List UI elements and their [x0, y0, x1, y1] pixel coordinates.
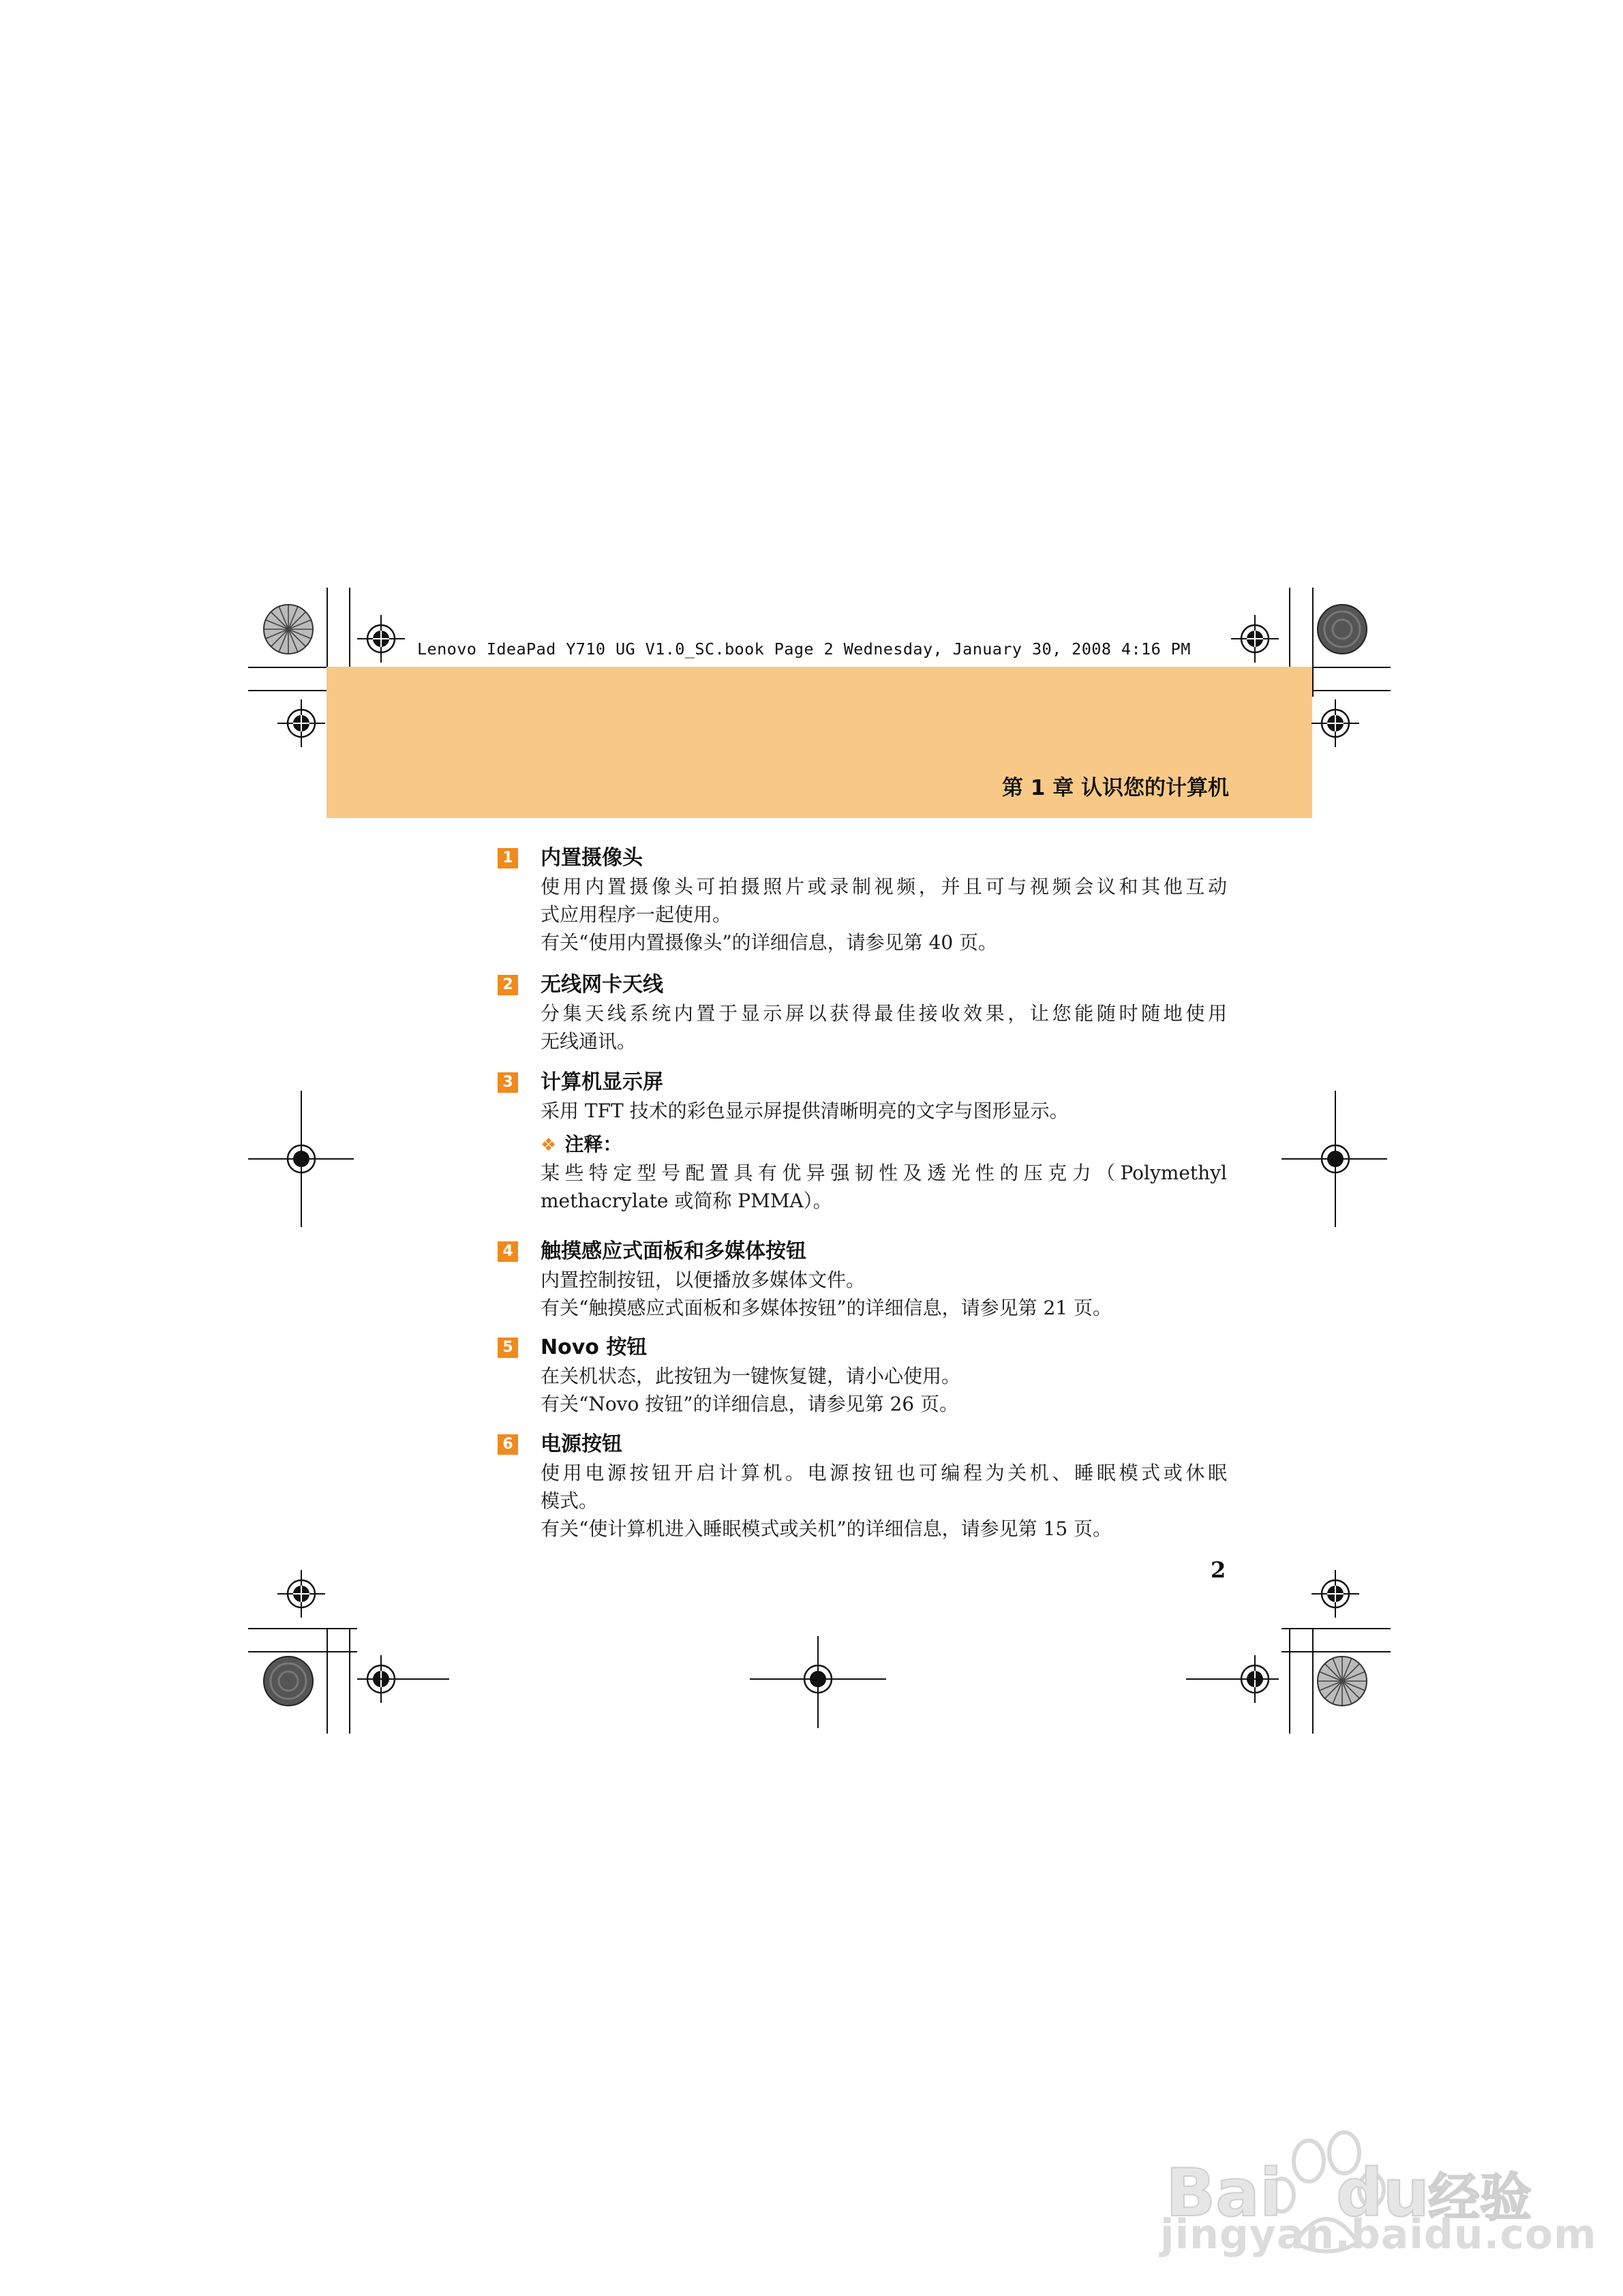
feature-item [498, 1237, 1227, 1322]
note-text-line: 某些特定型号配置具有优异强韧性及透光性的压克力（Polymethyl [541, 1162, 1227, 1184]
crop-mark [248, 1651, 357, 1652]
print-slug: Lenovo IdeaPad Y710 UG V1.0_SC.book Page 2 Wednesday, January 30, 2008 4:16 PM [417, 639, 1191, 659]
item-reference-line: 有关“Novo 按钮”的详细信息，请参见第 26 页。 [541, 1393, 958, 1415]
crop-mark [1312, 1628, 1314, 1734]
item-title: 无线网卡天线 [541, 973, 663, 997]
starburst-target-icon [1316, 1655, 1369, 1708]
crop-mark [817, 1636, 819, 1728]
crop-mark [1186, 1678, 1278, 1680]
feature-item [498, 1430, 1227, 1543]
chapter-title: 第 1 章 认识您的计算机 [1002, 776, 1229, 800]
registration-mark-icon [357, 615, 405, 663]
item-description-line: 使用内置摄像头可拍摄照片或录制视频，并且可与视频会议和其他互动 [541, 875, 1227, 898]
item-number-badge: 4 [498, 1241, 518, 1262]
note-text-line: methacrylate 或简称 PMMA）。 [541, 1190, 832, 1212]
item-description-line: 无线通讯。 [541, 1030, 637, 1053]
registration-mark-icon [277, 699, 325, 747]
feature-item [498, 971, 1227, 1055]
item-reference-line: 有关“触摸感应式面板和多媒体按钮”的详细信息，请参见第 21 页。 [541, 1297, 1112, 1319]
note-diamond-icon: ❖ [541, 1135, 557, 1155]
density-disc-icon [1316, 603, 1369, 656]
crop-mark [1281, 1628, 1391, 1629]
item-description-line: 在关机状态，此按钮为一键恢复键，请小心使用。 [541, 1365, 961, 1387]
registration-mark-icon [277, 1570, 325, 1618]
item-title: 触摸感应式面板和多媒体按钮 [541, 1239, 806, 1263]
crop-mark [357, 1678, 449, 1680]
svg-text:经验: 经验 [1428, 2167, 1532, 2228]
item-title: 计算机显示屏 [541, 1070, 663, 1094]
density-disc-icon [262, 1655, 315, 1708]
item-title: 内置摄像头 [541, 846, 643, 870]
crop-mark [349, 1628, 350, 1734]
crop-mark [248, 1628, 357, 1629]
item-title: Novo 按钮 [541, 1335, 648, 1359]
item-description-line: 分集天线系统内置于显示屏以获得最佳接收效果，让您能随时随地使用 [541, 1002, 1227, 1025]
item-description-line: 采用 TFT 技术的彩色显示屏提供清晰明亮的文字与图形显示。 [541, 1100, 1069, 1122]
registration-mark-icon [1231, 615, 1279, 663]
svg-text:du: du [1336, 2155, 1430, 2231]
feature-item [498, 1068, 1227, 1215]
item-title: 电源按钮 [541, 1432, 622, 1456]
note-label: 注释： [564, 1133, 622, 1155]
note-heading [541, 1130, 1227, 1159]
page-number: 2 [1211, 1557, 1226, 1583]
feature-item [498, 1333, 1227, 1418]
starburst-target-icon [262, 603, 315, 656]
item-number-badge: 6 [498, 1434, 518, 1455]
crop-mark [1289, 1628, 1290, 1734]
item-description-line: 模式。 [541, 1490, 598, 1512]
crop-mark [327, 1628, 328, 1734]
svg-text:Bai: Bai [1166, 2155, 1282, 2231]
watermark-url: jingyan.baidu.com [1160, 2211, 1597, 2259]
item-description-line: 使用电源按钮开启计算机。电源按钮也可编程为关机、睡眠模式或休眠 [541, 1462, 1227, 1484]
feature-item [498, 844, 1227, 956]
crop-mark [1312, 588, 1314, 697]
item-reference-line: 有关“使计算机进入睡眠模式或关机”的详细信息，请参见第 15 页。 [541, 1517, 1112, 1540]
item-number-badge: 1 [498, 848, 518, 868]
item-reference-line: 有关“使用内置摄像头”的详细信息，请参见第 40 页。 [541, 931, 998, 954]
item-number-badge: 5 [498, 1338, 518, 1358]
item-description-line: 式应用程序一起使用。 [541, 903, 732, 926]
item-number-badge: 2 [498, 975, 518, 995]
crop-mark [248, 1158, 354, 1160]
item-description-line: 内置控制按钮，以便播放多媒体文件。 [541, 1269, 866, 1291]
registration-mark-icon [1311, 699, 1359, 747]
crop-mark [1281, 1651, 1391, 1652]
registration-mark-icon [1311, 1570, 1359, 1618]
crop-mark [1281, 1158, 1387, 1160]
item-number-badge: 3 [498, 1072, 518, 1093]
